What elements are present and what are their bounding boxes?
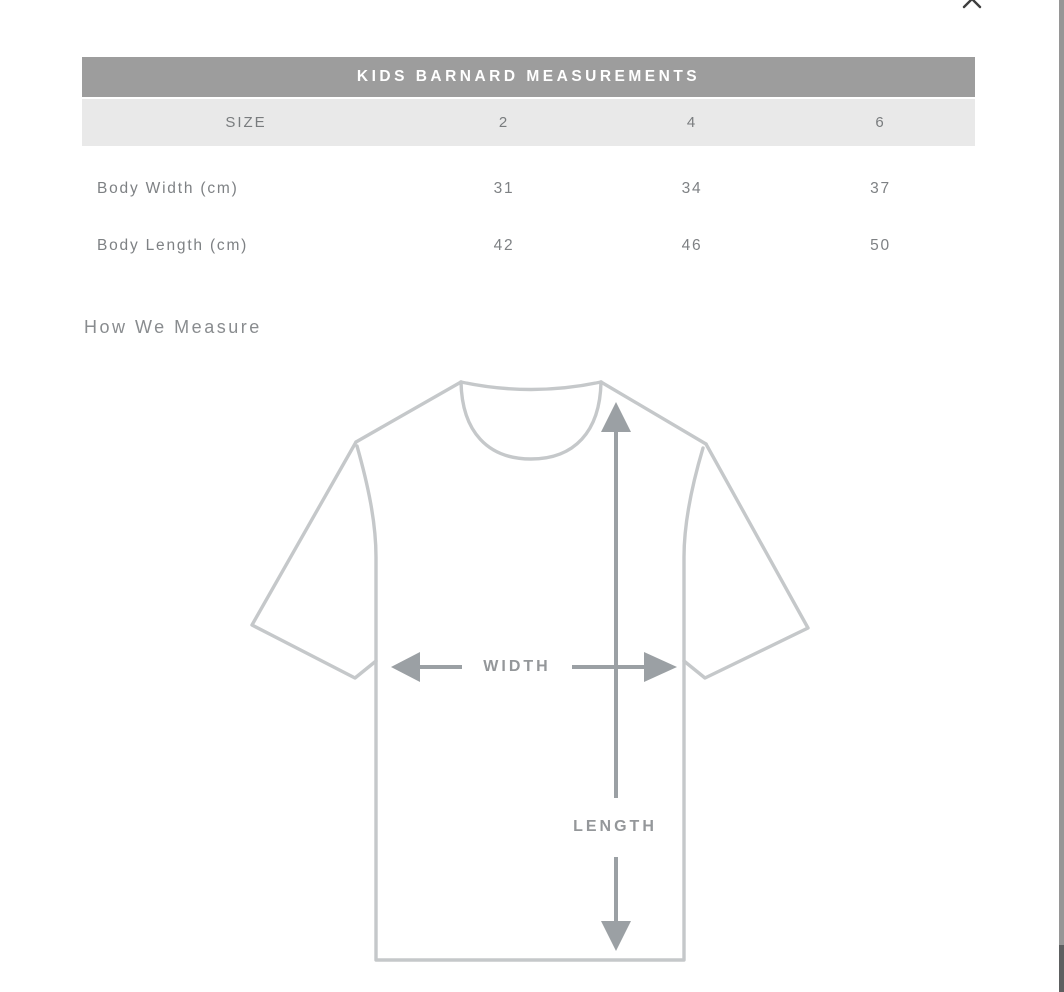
scrollbar[interactable] (1059, 0, 1064, 992)
cell-value: 34 (598, 146, 786, 217)
length-arrow (601, 402, 631, 951)
size-column-6: 6 (786, 98, 975, 146)
close-button[interactable] (961, 0, 983, 10)
row-label: Body Width (cm) (82, 146, 410, 217)
measurements-table (82, 57, 975, 274)
size-column-2: 2 (410, 98, 598, 146)
table-title-row (82, 57, 975, 98)
table-row-body-width (82, 146, 975, 217)
cell-value: 31 (410, 146, 598, 217)
cell-value: 42 (410, 217, 598, 274)
size-header-label: SIZE (82, 98, 410, 146)
table-row-body-length (82, 217, 975, 274)
cell-value: 46 (598, 217, 786, 274)
cell-value: 50 (786, 217, 975, 274)
how-we-measure-heading: How We Measure (84, 317, 262, 337)
length-label: LENGTH (569, 818, 661, 836)
table-size-row (82, 98, 975, 146)
size-column-4: 4 (598, 98, 786, 146)
scrollbar-thumb[interactable] (1059, 945, 1064, 992)
table-title: KIDS BARNARD MEASUREMENTS (82, 57, 975, 98)
width-label: WIDTH (479, 658, 554, 676)
close-icon (961, 0, 983, 10)
cell-value: 37 (786, 146, 975, 217)
row-label: Body Length (cm) (82, 217, 410, 274)
